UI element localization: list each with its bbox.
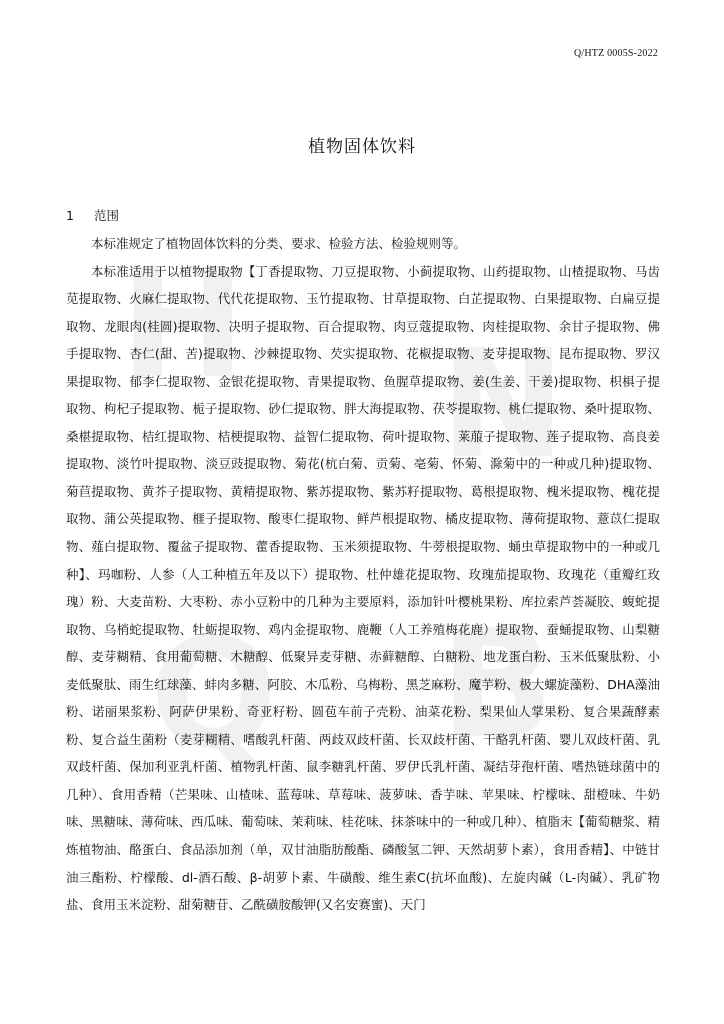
document-code: Q/HTZ 0005S-2022	[573, 48, 658, 59]
section-body	[66, 230, 660, 919]
paragraph-scope: 本标准规定了植物固体饮料的分类、要求、检验方法、检验规则等。	[91, 236, 467, 251]
watermark-letter-q: Q	[150, 608, 278, 782]
watermark-letter-h: H	[120, 238, 246, 412]
watermark-letter-b: B	[440, 598, 555, 772]
paragraph-applicability: 本标准适用于以植物提取物【丁香提取物、刀豆提取物、小蓟提取物、山药提取物、山楂提取物、马齿苋提取物、火麻仁提取物、代代花提取物、玉竹提取物、甘草提取物、白芷提取物、白果提取物、白扁豆提取物、龙眼肉(桂圆)提取物、决明子提取物、百合提取物、肉豆蔻提取物、肉桂提取物、余甘子提取物、佛手提取物、杏仁(甜、苦)提取物、沙棘提取物、芡实提取物、花椒提取物、麦芽提取物、昆布提取物、罗汉果提取物、郁李仁提取物、金银花提取物、青果提取物、鱼腥草提取物、姜(生姜、干姜)提取物、枳椇子提取物、枸杞子提取物、栀子提取物、砂仁提取物、胖大海提取物、茯苓提取物、桃仁提取物、桑叶提取物、桑椹提取物、桔红提取物、桔梗提取物、益智仁提取物、荷叶提取物、莱菔子提取物、莲子提取物、高良姜提取物、淡竹叶提取物、淡豆豉提取物、菊花(杭白菊、贡菊、亳菊、怀菊、滁菊中的一种或几种)提取物、菊苣提取物、黄芥子提取物、黄精提取物、紫苏提取物、紫苏籽提取物、葛根提取物、槐米提取物、槐花提取物、蒲公英提取物、榧子提取物、酸枣仁提取物、鲜芦根提取物、橘皮提取物、薄荷提取物、薏苡仁提取物、薤白提取物、覆盆子提取物、藿香提取物、玉米须提取物、牛蒡根提取物、蛹虫草提取物中的一种或几种】、玛咖粉、人参（人工种植五年及以下）提取物、杜仲雄花提取物、玫瑰茄提取物、玫瑰花（重瓣红玫瑰）粉、大麦苗粉、大枣粉、赤小豆粉中的几种为主要原料，添加针叶樱桃果粉、库拉索芦荟凝胶、蝮蛇提取物、乌梢蛇提取物、牡蛎提取物、鸡内金提取物、鹿鞭（人工养殖梅花鹿）提取物、蚕蛹提取物、山梨糖醇、麦芽糊精、食用葡萄糖、木糖醇、低聚异麦芽糖、赤藓糖醇、白糖粉、地龙蛋白粉、玉米低聚肽粉、小麦低聚肽、雨生红球藻、蚌肉多糖、阿胶、木瓜粉、乌梅粉、黑芝麻粉、魔芋粉、极大螺旋藻粉、DHA藻油粉、诺丽果浆粉、阿萨伊果粉、奇亚籽粉、圆苞车前子壳粉、油菜花粉、梨果仙人掌果粉、复合果蔬酵素粉、复合益生菌粉（麦芽糊精、嗜酸乳杆菌、两歧双歧杆菌、长双歧杆菌、干酪乳杆菌、婴儿双歧杆菌、乳双歧杆菌、保加利亚乳杆菌、植物乳杆菌、鼠李糖乳杆菌、罗伊氏乳杆菌、凝结芽孢杆菌、嗜热链球菌中的几种）、食用香精（芒果味、山楂味、蓝莓味、草莓味、菠萝味、香芋味、苹果味、柠檬味、甜橙味、牛奶味、黑糖味、薄荷味、西瓜味、葡萄味、茉莉味、桂花味、抹茶味中的一种或几种）、植脂末【葡萄糖浆、精炼植物油、酪蛋白、食品添加剂（单，双甘油脂肪酸酯、磷酸氢二钾、天然胡萝卜素），食用香精】、中链甘油三酯粉、柠檬酸、dl-酒石酸、β-胡萝卜素、牛磺酸、维生素C(抗坏血酸)、左旋肉碱（L-肉碱）、乳矿物盐、食用玉米淀粉、甜菊糖苷、乙酰磺胺酸钾(又名安赛蜜)、天门	[66, 263, 660, 913]
page-title: 植物固体饮料	[308, 137, 416, 157]
section-title: 范围	[94, 208, 120, 223]
section-heading	[66, 206, 119, 224]
section-number: 1	[66, 208, 74, 223]
watermark-letter-n: N	[440, 318, 566, 492]
